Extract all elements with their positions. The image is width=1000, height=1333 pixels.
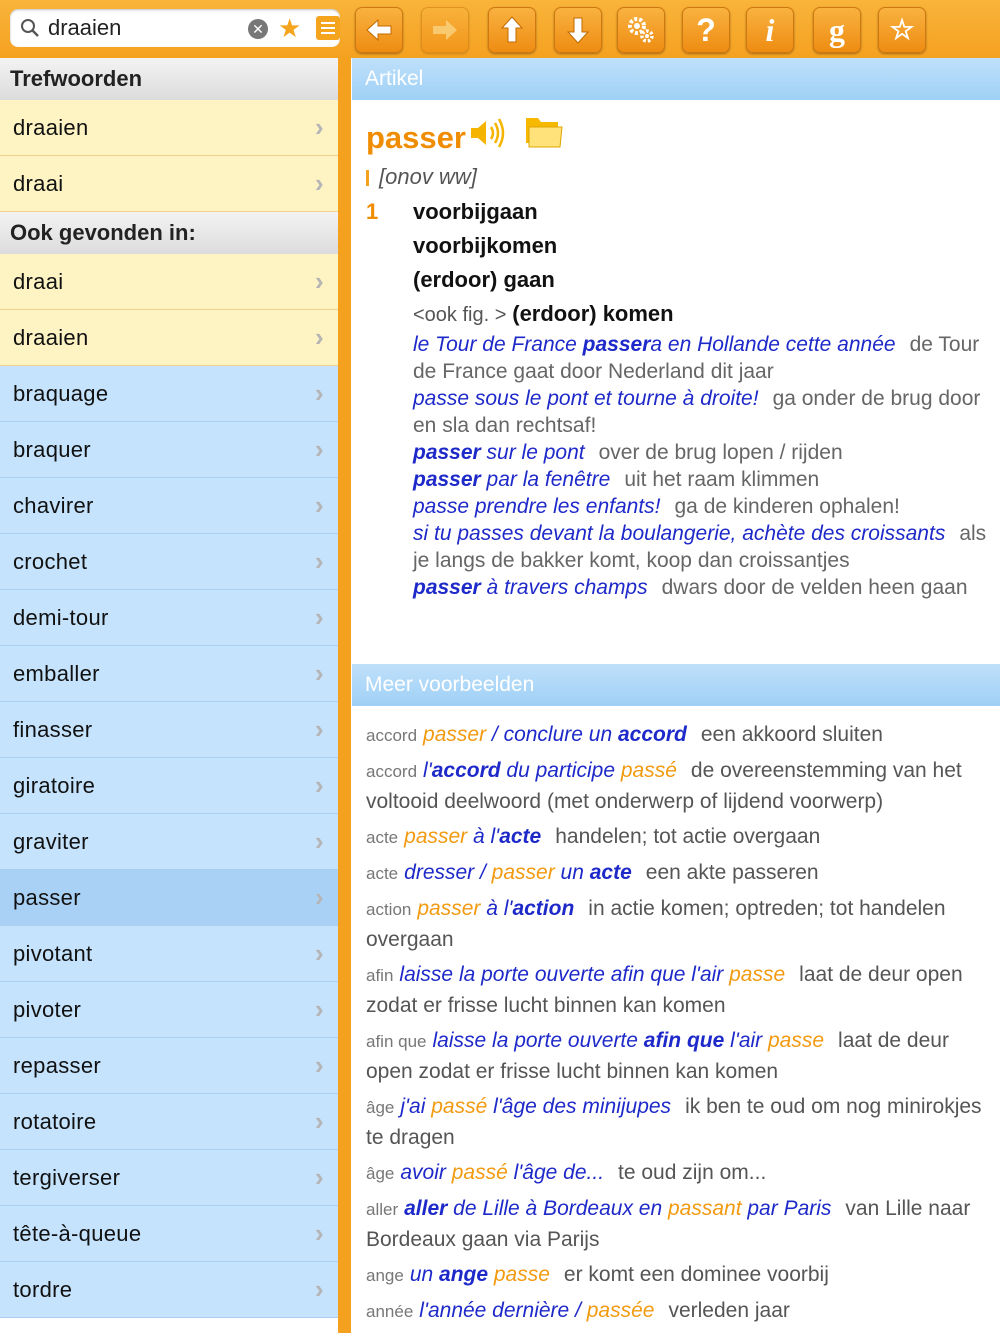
- also-found-list: [0, 254, 338, 1318]
- example-french: [413, 333, 896, 356]
- chevron-right-icon: ›: [315, 434, 324, 464]
- example-dutch: als je langs de bakker komt, koop dan croissantjes: [413, 522, 987, 572]
- sidebar: [0, 58, 338, 1333]
- list-item-label: draai: [13, 171, 64, 196]
- list-item[interactable]: [0, 702, 338, 758]
- list-item-label: giratoire: [13, 773, 96, 798]
- example-french-part: un: [409, 1263, 440, 1286]
- part-of-speech: [onov ww]: [379, 164, 477, 189]
- example[interactable]: [366, 1026, 1000, 1087]
- question-icon: ?: [696, 12, 716, 48]
- example-french-part: action: [512, 897, 575, 920]
- chevron-right-icon: ›: [315, 490, 324, 520]
- list-item[interactable]: [0, 926, 338, 982]
- translation: voorbijgaan: [413, 199, 538, 224]
- translation: (erdoor) gaan: [413, 267, 555, 292]
- sense-number: 1: [366, 199, 379, 224]
- list-item[interactable]: [0, 1038, 338, 1094]
- example-dutch: over de brug lopen / rijden: [598, 441, 843, 464]
- list-item[interactable]: [0, 478, 338, 534]
- example: [413, 385, 988, 439]
- chevron-right-icon: ›: [315, 602, 324, 632]
- chevron-right-icon: ›: [315, 1106, 324, 1136]
- example-keyword-tag: accord: [366, 726, 418, 745]
- star-icon: ☆: [889, 14, 915, 45]
- example-french-part: afin que: [643, 1029, 725, 1052]
- chevron-right-icon: ›: [315, 546, 324, 576]
- grammar-button[interactable]: [813, 7, 861, 53]
- list-icon[interactable]: [316, 16, 340, 40]
- example-french-part: passé: [620, 759, 677, 782]
- example: [413, 493, 988, 520]
- list-item[interactable]: [0, 646, 338, 702]
- example-dutch: in actie komen; optreden; tot handelen overgaan: [366, 897, 946, 951]
- favorites-button[interactable]: [878, 7, 926, 53]
- example-french-part: passée: [586, 1299, 655, 1322]
- example-french: [413, 522, 945, 545]
- example-french-part: passer: [417, 897, 481, 920]
- section-header-also-found: Ook gevonden in:: [0, 212, 338, 254]
- arrow-right-icon: [430, 15, 460, 45]
- translation: (erdoor) komen: [512, 301, 674, 326]
- example-french-part: / conclure un: [486, 723, 618, 746]
- chevron-right-icon: ›: [315, 658, 324, 688]
- example-french-part: l'air: [724, 1029, 768, 1052]
- example-french-part: un: [554, 861, 590, 884]
- list-item-label: chavirer: [13, 493, 94, 518]
- example-french-part: l'âge de...: [507, 1161, 605, 1184]
- usage-note: <ook fig. >: [413, 304, 507, 326]
- grammar-icon: g: [829, 12, 845, 48]
- example-french-part: acte: [589, 861, 632, 884]
- pos-marker: [366, 170, 369, 186]
- example-french-part: dresser /: [404, 861, 492, 884]
- example-keyword: passer: [413, 441, 481, 464]
- list-item-label: pivotant: [13, 941, 93, 966]
- example-french-part: passe: [768, 1029, 825, 1052]
- example-french-part: laisse la porte ouverte afin que l'air: [399, 963, 730, 986]
- example-dutch: dwars door de velden heen gaan: [661, 576, 968, 599]
- example[interactable]: [366, 1194, 1000, 1255]
- sidebar-divider: [338, 58, 351, 1333]
- arrow-down-icon: [563, 15, 593, 45]
- example-dutch: ga onder de brug door en sla dan rechtsaf!: [413, 387, 981, 437]
- example-keyword: passer: [413, 576, 481, 599]
- example-dutch: de overeenstemming van het voltooid deelwoord (met onderwerp of lijdend voorwerp): [366, 759, 962, 813]
- list-item-label: graviter: [13, 829, 89, 854]
- list-item-label: finasser: [13, 717, 93, 742]
- more-examples-header: Meer voorbeelden: [352, 664, 1000, 706]
- chevron-right-icon: ›: [315, 168, 324, 198]
- example-dutch: uit het raam klimmen: [624, 468, 820, 491]
- example-french-text: a en Hollande cette année: [650, 333, 896, 356]
- list-item-label: tête-à-queue: [13, 1221, 142, 1246]
- example-french-text: par la fenêtre: [480, 468, 611, 491]
- list-item-label: braquage: [13, 381, 109, 406]
- example-french-part: accord: [431, 759, 501, 782]
- example-french-part: de Lille à Bordeaux en: [447, 1197, 668, 1220]
- clear-search-icon[interactable]: ✕: [248, 19, 268, 39]
- search-icon: [20, 18, 40, 38]
- example: [413, 574, 988, 601]
- example[interactable]: [366, 858, 1000, 889]
- figurative-line: [413, 297, 988, 331]
- star-icon[interactable]: ★: [278, 13, 302, 43]
- example[interactable]: [366, 720, 1000, 751]
- example-french-part: passer: [491, 861, 555, 884]
- examples: [413, 331, 988, 601]
- example-dutch: een akte passeren: [645, 861, 819, 884]
- example-french-part: par Paris: [741, 1197, 832, 1220]
- example: [413, 331, 988, 385]
- gears-icon: [626, 15, 656, 45]
- example-keyword-tag: action: [366, 900, 412, 919]
- arrow-up-icon: [497, 15, 527, 45]
- example-french-part: ange: [439, 1263, 489, 1286]
- example-keyword-tag: ange: [366, 1266, 404, 1285]
- chevron-right-icon: ›: [315, 1218, 324, 1248]
- chevron-right-icon: ›: [315, 112, 324, 142]
- example-french-part: avoir: [400, 1161, 452, 1184]
- example-dutch: laat de deur open zodat er frisse lucht binnen kan komen: [366, 963, 963, 1017]
- example-french-part: passé: [451, 1161, 508, 1184]
- list-item[interactable]: [0, 1150, 338, 1206]
- example-french-part: l': [423, 759, 432, 782]
- example-keyword-tag: acte: [366, 828, 399, 847]
- example-french-text: passe prendre les enfants!: [413, 495, 661, 518]
- chevron-right-icon: ›: [315, 994, 324, 1024]
- example-dutch: de Tour de France gaat door Nederland dit jaar: [413, 333, 980, 383]
- example[interactable]: [366, 1158, 1000, 1189]
- headword-list: [0, 100, 338, 212]
- info-button[interactable]: [746, 7, 794, 53]
- example-french-text: le Tour de France: [413, 333, 583, 356]
- example-french-part: l'âge des minijupes: [487, 1095, 672, 1118]
- list-item-label: draai: [13, 269, 64, 294]
- list-item[interactable]: [0, 310, 338, 366]
- example-keyword-tag: acte: [366, 864, 399, 883]
- list-item[interactable]: [0, 1262, 338, 1318]
- example-french-part: aller: [404, 1197, 448, 1220]
- example-french-part: passant: [667, 1197, 742, 1220]
- example-dutch: ga de kinderen ophalen!: [674, 495, 900, 518]
- help-button[interactable]: [682, 7, 730, 53]
- example-french-part: j'ai: [400, 1095, 432, 1118]
- list-item-label: repasser: [13, 1053, 101, 1078]
- example-french-part: passe: [729, 963, 786, 986]
- list-item[interactable]: [0, 100, 338, 156]
- example-french-part: à l': [480, 897, 513, 920]
- example-french-part: passé: [431, 1095, 488, 1118]
- example-keyword-tag: afin: [366, 966, 394, 985]
- arrow-left-icon: [364, 15, 394, 45]
- list-item[interactable]: [0, 814, 338, 870]
- chevron-right-icon: ›: [315, 826, 324, 856]
- example-french-part: acte: [499, 825, 542, 848]
- example-french-part: du participe: [500, 759, 621, 782]
- chevron-right-icon: ›: [315, 322, 324, 352]
- example-keyword: passer: [582, 333, 651, 356]
- example-french-part: passe: [488, 1263, 550, 1286]
- list-item-label: pivoter: [13, 997, 82, 1022]
- example[interactable]: [366, 960, 1000, 1021]
- chevron-right-icon: ›: [315, 378, 324, 408]
- example-dutch: ik ben te oud om nog minirokjes te dragen: [366, 1095, 982, 1149]
- example-french-part: l'année dernière /: [419, 1299, 587, 1322]
- list-item[interactable]: [0, 982, 338, 1038]
- folder-icon[interactable]: [524, 115, 564, 151]
- example-dutch: verleden jaar: [668, 1299, 790, 1322]
- chevron-right-icon: ›: [315, 882, 324, 912]
- toolbar: [0, 0, 1000, 58]
- example-keyword-tag: accord: [366, 762, 418, 781]
- chevron-right-icon: ›: [315, 266, 324, 296]
- example-dutch: te oud zijn om...: [618, 1161, 767, 1184]
- example-keyword-tag: âge: [366, 1164, 395, 1183]
- example[interactable]: [366, 1092, 1000, 1153]
- example-french-text: si tu passes devant la boulangerie, achète des croissants: [413, 522, 946, 545]
- chevron-right-icon: ›: [315, 714, 324, 744]
- example-french: [413, 441, 585, 464]
- example[interactable]: [366, 1296, 1000, 1327]
- example-french-part: accord: [617, 723, 687, 746]
- example-dutch: er komt een dominee voorbij: [563, 1263, 829, 1286]
- article-pane[interactable]: [352, 100, 1000, 664]
- list-item-label: tergiverser: [13, 1165, 121, 1190]
- search-input[interactable]: [48, 13, 238, 43]
- example-keyword-tag: aller: [366, 1200, 399, 1219]
- example-keyword-tag: afin que: [366, 1032, 427, 1051]
- list-item-label: emballer: [13, 661, 100, 686]
- example-french-part: à l': [467, 825, 500, 848]
- section-header-headwords: Trefwoorden: [0, 58, 338, 100]
- list-item-label: draaien: [13, 325, 89, 350]
- list-item[interactable]: [0, 870, 338, 926]
- list-item[interactable]: [0, 1094, 338, 1150]
- list-item[interactable]: [0, 758, 338, 814]
- chevron-right-icon: ›: [315, 770, 324, 800]
- example-french: [413, 387, 759, 410]
- example-french-part: laisse la porte ouverte: [432, 1029, 644, 1052]
- list-item-label: braquer: [13, 437, 91, 462]
- headword: passer: [366, 120, 466, 155]
- example: [413, 439, 988, 466]
- list-item[interactable]: [0, 590, 338, 646]
- example: [413, 466, 988, 493]
- example-keyword-tag: âge: [366, 1098, 395, 1117]
- settings-button[interactable]: [617, 7, 665, 53]
- chevron-right-icon: ›: [315, 1050, 324, 1080]
- sense-block: [413, 195, 988, 601]
- example-french-part: passer: [404, 825, 468, 848]
- chevron-right-icon: ›: [315, 938, 324, 968]
- example: [413, 520, 988, 574]
- example-dutch: laat de deur open zodat er frisse lucht binnen kan komen: [366, 1029, 949, 1083]
- down-button[interactable]: [554, 7, 602, 53]
- list-item[interactable]: [0, 422, 338, 478]
- example-french-text: passe sous le pont et tourne à droite!: [413, 387, 759, 410]
- info-icon: i: [765, 12, 775, 48]
- example-french: [413, 495, 661, 518]
- example-french-text: sur le pont: [480, 441, 585, 464]
- list-item[interactable]: [0, 534, 338, 590]
- list-item-label: passer: [13, 885, 81, 910]
- search-box[interactable]: [10, 9, 340, 47]
- example-dutch: een akkoord sluiten: [700, 723, 883, 746]
- example-french: [413, 468, 610, 491]
- list-item[interactable]: [0, 254, 338, 310]
- example-french-part: passer: [423, 723, 487, 746]
- list-item-label: rotatoire: [13, 1109, 97, 1134]
- list-item[interactable]: [0, 156, 338, 212]
- list-item-label: draaien: [13, 115, 89, 140]
- chevron-right-icon: ›: [315, 1274, 324, 1304]
- list-item-label: crochet: [13, 549, 88, 574]
- forward-button[interactable]: [421, 7, 469, 53]
- translation: voorbijkomen: [413, 233, 558, 258]
- speaker-icon[interactable]: [468, 116, 508, 150]
- example-french-text: à travers champs: [480, 576, 648, 599]
- example-french: [413, 576, 648, 599]
- example[interactable]: [366, 1260, 1000, 1291]
- list-item[interactable]: [0, 1206, 338, 1262]
- up-button[interactable]: [488, 7, 536, 53]
- list-item-label: demi-tour: [13, 605, 109, 630]
- article-header: Artikel: [352, 58, 1000, 100]
- example[interactable]: [366, 822, 1000, 853]
- example-keyword: passer: [413, 468, 481, 491]
- back-button[interactable]: [355, 7, 403, 53]
- list-item[interactable]: [0, 366, 338, 422]
- chevron-right-icon: ›: [315, 1162, 324, 1192]
- example[interactable]: [366, 756, 1000, 817]
- list-item-label: tordre: [13, 1277, 73, 1302]
- example-dutch: van Lille naar Bordeaux gaan via Parijs: [366, 1197, 971, 1251]
- example-keyword-tag: année: [366, 1302, 414, 1321]
- example-dutch: handelen; tot actie overgaan: [555, 825, 821, 848]
- example[interactable]: [366, 894, 1000, 955]
- more-examples-pane[interactable]: [352, 706, 1000, 1333]
